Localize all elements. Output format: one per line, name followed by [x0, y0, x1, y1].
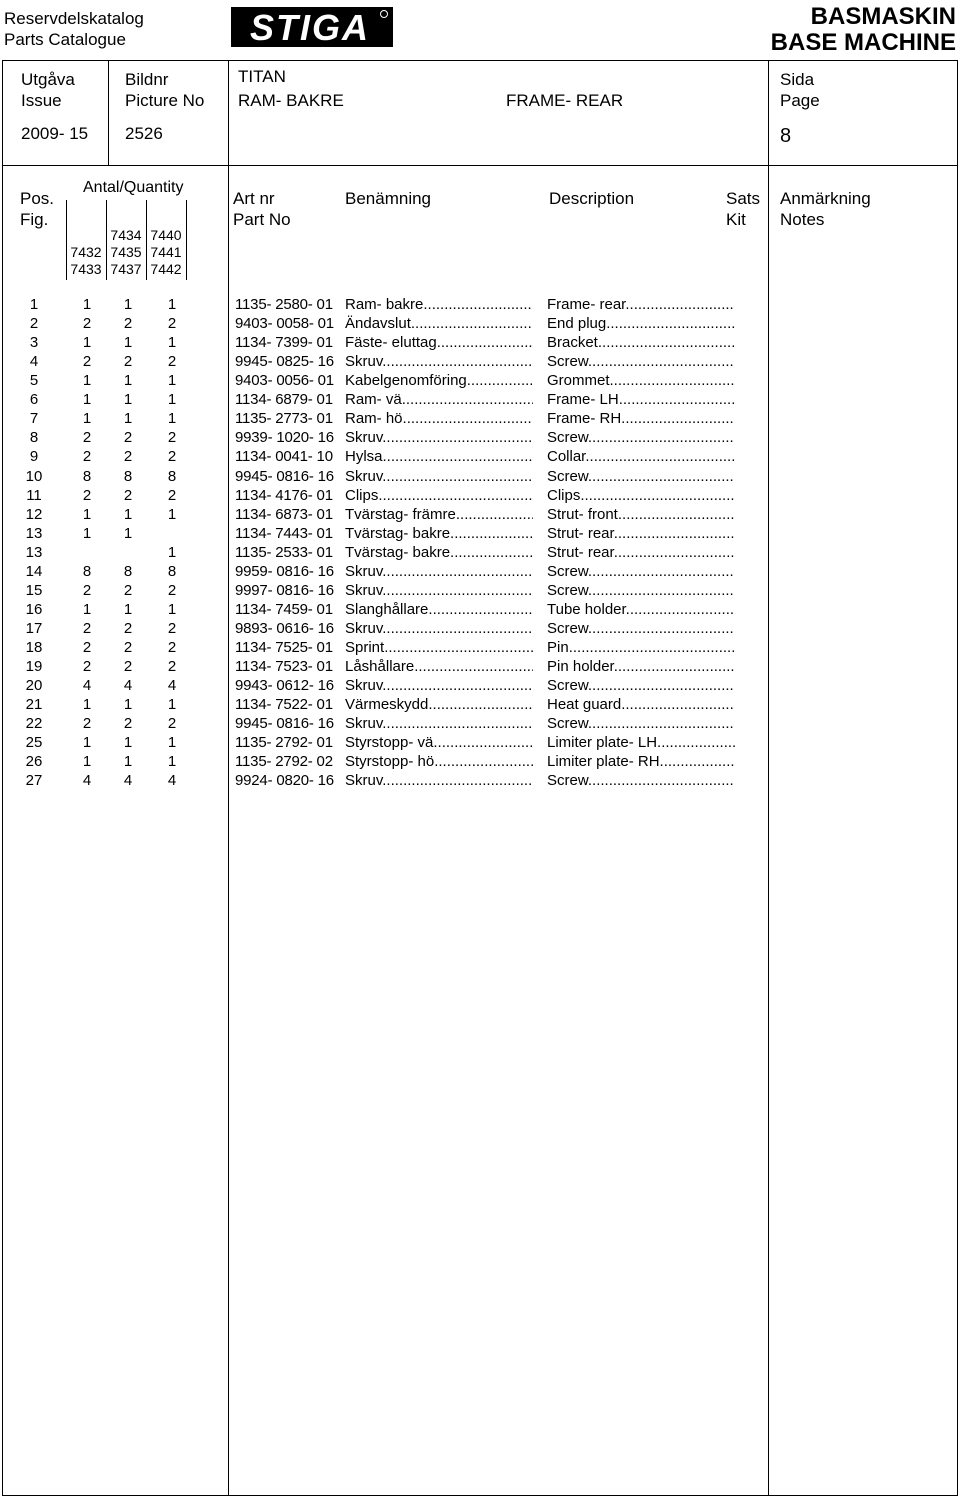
- table-row: [0, 638, 960, 657]
- name-sv-cell-text: Tvärstag- bakre: [345, 543, 451, 561]
- name-sv-cell-text: Skruv: [345, 772, 383, 790]
- pos-cell: 22: [25, 715, 43, 733]
- name-sv-cell: [345, 314, 533, 333]
- pos-cell: 10: [25, 467, 43, 485]
- name-sv-cell: [345, 771, 533, 790]
- page-label-en: Page: [780, 91, 820, 110]
- name-en-cell-text: Grommet: [547, 372, 610, 390]
- part-number-cell: 9945- 0825- 16: [235, 353, 334, 371]
- name-en-cell: [547, 600, 735, 619]
- name-sv-cell: [345, 486, 533, 505]
- qty-cell-b: 2: [123, 638, 133, 656]
- name-en-cell-text: Tube holder: [547, 600, 626, 618]
- qty-cell-b: 2: [123, 429, 133, 447]
- name-en-cell: [547, 428, 735, 447]
- qty-cell-b: 1: [123, 334, 133, 352]
- header-divider-1: [108, 60, 109, 165]
- brand-text: STIGA: [249, 7, 371, 47]
- qty-cell-a: 1: [82, 334, 92, 352]
- table-row: [0, 505, 960, 524]
- part-number-cell: 9893- 0616- 16: [235, 619, 334, 637]
- col-pos-sv: Pos.: [20, 189, 55, 208]
- pos-cell: 16: [25, 600, 43, 618]
- qty-cell-b: 1: [123, 696, 133, 713]
- name-en-cell: [547, 676, 735, 695]
- table-row: [0, 295, 960, 314]
- pos-cell: 13: [25, 543, 43, 561]
- col-art-en: Part No: [233, 210, 291, 229]
- name-sv-cell-text: Hylsa: [345, 448, 383, 466]
- name-sv-cell: [345, 467, 533, 486]
- name-sv-cell-text: Skruv: [345, 715, 383, 733]
- qty-model-b-3: 7437: [110, 261, 142, 277]
- qty-cell-c: 2: [167, 353, 177, 371]
- name-sv-cell-text: Styrstopp- vä: [345, 734, 434, 752]
- part-number-cell: 1134- 6879- 01: [235, 391, 333, 409]
- part-number-cell: 1134- 4176- 01: [235, 486, 333, 504]
- name-en-cell: [547, 314, 735, 333]
- table-row: [0, 524, 960, 543]
- name-sv-cell: [345, 505, 533, 524]
- name-en-cell: [547, 714, 735, 733]
- name-en-cell-text: Screw: [547, 353, 588, 371]
- qty-cell-b: 1: [123, 753, 133, 771]
- name-en-cell: [547, 752, 735, 771]
- qty-cell-b: 2: [123, 353, 133, 371]
- name-en-cell-text: Screw: [547, 429, 588, 447]
- pos-cell: 26: [25, 753, 43, 771]
- qty-model-a-2: 7433: [70, 261, 102, 277]
- col-art-sv: Art nr: [233, 189, 275, 208]
- part-number-cell: 1135- 2792- 01: [235, 734, 333, 752]
- qty-cell-a: 2: [82, 658, 92, 675]
- part-number-cell: 1134- 7525- 01: [235, 638, 333, 656]
- pos-cell: 14: [25, 562, 43, 580]
- table-row: [0, 562, 960, 581]
- pos-cell: 15: [25, 581, 43, 599]
- part-number-cell: 1135- 2792- 02: [235, 753, 333, 771]
- name-sv-cell: [345, 695, 533, 714]
- qty-cell-a: 2: [82, 429, 92, 447]
- name-en-cell: [547, 352, 735, 371]
- qty-cell-a: 1: [82, 696, 92, 713]
- table-row: [0, 733, 960, 752]
- qty-cell-b: 8: [123, 467, 133, 485]
- table-row: [0, 695, 960, 714]
- name-en-cell-text: Collar: [547, 448, 586, 466]
- pos-cell: 25: [25, 734, 43, 752]
- name-en-cell-text: Screw: [547, 772, 588, 790]
- name-en-cell-text: Frame- LH: [547, 391, 619, 409]
- name-sv-cell-text: Tvärstag- främre: [345, 505, 456, 523]
- qty-cell-c: 2: [167, 315, 177, 333]
- name-sv-cell: [345, 619, 533, 638]
- name-sv-cell-text: Skruv: [345, 429, 383, 447]
- part-number-cell: 1134- 7522- 01: [235, 696, 333, 713]
- qty-cell-c: 1: [167, 391, 177, 409]
- name-sv-cell-text: Skruv: [345, 562, 383, 580]
- page-label-sv: Sida: [780, 70, 815, 89]
- machine-title-en: BASE MACHINE: [770, 29, 956, 56]
- name-en-cell: [547, 581, 735, 600]
- issue-value: 2009- 15: [21, 124, 89, 143]
- name-en-cell-text: Screw: [547, 581, 588, 599]
- name-sv-cell-text: Slanghållare: [345, 600, 429, 618]
- part-number-cell: 1134- 6873- 01: [235, 505, 333, 523]
- qty-cell-c: 2: [167, 619, 177, 637]
- picture-value: 2526: [125, 124, 163, 143]
- qty-cell-a: 4: [82, 772, 92, 790]
- qty-cell-b: 1: [123, 372, 133, 390]
- pos-cell: 8: [29, 429, 39, 447]
- qty-model-b-1: 7434: [110, 227, 142, 243]
- name-en-cell-text: Screw: [547, 562, 588, 580]
- pos-cell: 1: [29, 296, 39, 313]
- table-row: [0, 619, 960, 638]
- name-sv-cell-text: Kabelgenomföring: [345, 372, 467, 390]
- table-row: [0, 371, 960, 390]
- part-number-cell: 9939- 1020- 16: [235, 429, 334, 447]
- qty-cell-c: 1: [167, 410, 177, 428]
- name-en-cell-text: Strut- rear: [547, 543, 614, 561]
- qty-cell-c: 1: [167, 543, 177, 561]
- qty-cell-a: 8: [82, 467, 92, 485]
- name-en-cell: [547, 371, 735, 390]
- qty-cell-a: 2: [82, 353, 92, 371]
- name-sv-cell: [345, 714, 533, 733]
- name-sv-cell-text: Skruv: [345, 677, 383, 694]
- qty-cell-c: 2: [167, 581, 177, 599]
- name-sv-cell: [345, 733, 533, 752]
- name-en-cell: [547, 543, 735, 562]
- name-en-cell: [547, 409, 735, 428]
- name-sv-cell: [345, 581, 533, 600]
- qty-cell-b: 1: [123, 410, 133, 428]
- qty-cell-b: 1: [123, 600, 133, 618]
- qty-cell-b: 2: [123, 619, 133, 637]
- table-row: [0, 409, 960, 428]
- part-number-cell: 1135- 2773- 01: [235, 410, 333, 428]
- qty-cell-b: 4: [123, 677, 133, 694]
- pos-cell: 7: [29, 410, 39, 428]
- qty-cell-a: 8: [82, 562, 92, 580]
- qty-model-a-1: 7432: [70, 244, 102, 260]
- table-row: [0, 390, 960, 409]
- name-sv-cell-text: Ändavslut: [345, 315, 411, 333]
- qty-cell-a: 2: [82, 315, 92, 333]
- name-sv-cell: [345, 295, 533, 314]
- name-en-cell-text: Pin holder: [547, 658, 614, 675]
- catalog-title-en: Parts Catalogue: [4, 30, 126, 49]
- header-top-rule: [2, 60, 958, 61]
- col-name-sv: Benämning: [345, 189, 432, 208]
- name-en-cell-text: Clips: [547, 486, 581, 504]
- pos-cell: 21: [25, 696, 43, 713]
- part-number-cell: 1135- 2533- 01: [235, 543, 333, 561]
- name-sv-cell: [345, 752, 533, 771]
- qty-cell-b: 2: [123, 486, 133, 504]
- qty-model-b-2: 7435: [110, 244, 142, 260]
- name-sv-cell: [345, 447, 533, 466]
- name-sv-cell: [345, 562, 533, 581]
- pos-cell: 5: [29, 372, 39, 390]
- part-number-cell: 9943- 0612- 16: [235, 677, 334, 694]
- pos-cell: 12: [25, 505, 43, 523]
- pos-cell: 18: [25, 638, 43, 656]
- qty-cell-c: 8: [167, 467, 177, 485]
- table-row: [0, 752, 960, 771]
- qty-cell-a: 1: [82, 524, 92, 542]
- pos-cell: 9: [29, 448, 39, 466]
- name-en-cell-text: Pin: [547, 638, 569, 656]
- name-sv-cell-text: Värmeskydd: [345, 696, 429, 713]
- name-sv-cell-text: Clips: [345, 486, 379, 504]
- issue-label-en: Issue: [21, 91, 62, 110]
- name-sv-cell: [345, 333, 533, 352]
- name-sv-cell-text: Skruv: [345, 619, 383, 637]
- col-notes-sv: Anmärkning: [780, 189, 871, 208]
- name-en-cell-text: Screw: [547, 467, 588, 485]
- part-number-cell: 9945- 0816- 16: [235, 467, 334, 485]
- name-en-cell: [547, 505, 735, 524]
- table-row: [0, 352, 960, 371]
- part-number-cell: 9924- 0820- 16: [235, 772, 334, 790]
- table-row: [0, 771, 960, 790]
- name-sv-cell-text: Styrstopp- hö: [345, 753, 435, 771]
- qty-cell-c: 2: [167, 448, 177, 466]
- name-sv-cell: [345, 352, 533, 371]
- name-en-cell: [547, 695, 735, 714]
- name-sv-cell: [345, 600, 533, 619]
- pos-cell: 11: [26, 486, 42, 504]
- table-row: [0, 486, 960, 505]
- part-number-cell: 9997- 0816- 16: [235, 581, 334, 599]
- qty-model-c-2: 7441: [150, 244, 182, 260]
- qty-cell-b: 4: [123, 772, 133, 790]
- name-sv-cell-text: Fäste- eluttag: [345, 334, 437, 352]
- qty-cell-b: 1: [123, 524, 133, 542]
- name-en-cell: [547, 295, 735, 314]
- qty-cell-c: 2: [167, 429, 177, 447]
- qty-divider-4: [186, 200, 187, 280]
- qty-cell-a: 2: [82, 715, 92, 733]
- name-en-cell: [547, 657, 735, 676]
- qty-cell-c: 1: [167, 334, 177, 352]
- name-en-cell: [547, 390, 735, 409]
- pos-cell: 2: [29, 315, 39, 333]
- pos-cell: 6: [29, 391, 39, 409]
- name-sv-cell: [345, 371, 533, 390]
- part-number-cell: 1135- 2580- 01: [235, 296, 333, 313]
- part-number-cell: 1134- 7399- 01: [235, 334, 333, 352]
- name-en-cell: [547, 486, 735, 505]
- table-row: [0, 676, 960, 695]
- name-en-cell: [547, 638, 735, 657]
- name-en-cell-text: Limiter plate- RH: [547, 753, 660, 771]
- part-number-cell: 1134- 7443- 01: [235, 524, 333, 542]
- qty-cell-a: 1: [82, 372, 92, 390]
- col-qty: Antal/Quantity: [83, 179, 184, 196]
- name-en-cell: [547, 562, 735, 581]
- qty-cell-c: 4: [167, 772, 177, 790]
- part-number-cell: 9403- 0056- 01: [235, 372, 334, 390]
- part-number-cell: 9945- 0816- 16: [235, 715, 334, 733]
- name-en-cell: [547, 333, 735, 352]
- name-sv-cell-text: Sprint: [345, 638, 385, 656]
- qty-cell-b: 2: [123, 315, 133, 333]
- section-name-en: FRAME- REAR: [506, 91, 624, 110]
- qty-cell-b: 2: [123, 448, 133, 466]
- qty-cell-b: 1: [123, 296, 133, 313]
- col-pos-en: Fig.: [20, 210, 49, 229]
- name-en-cell-text: Strut- rear: [547, 524, 614, 542]
- name-sv-cell-text: Skruv: [345, 581, 383, 599]
- name-en-cell: [547, 524, 735, 543]
- table-row: [0, 467, 960, 486]
- name-en-cell-text: Screw: [547, 619, 588, 637]
- name-sv-cell: [345, 543, 533, 562]
- part-number-cell: 1134- 0041- 10: [235, 448, 333, 466]
- qty-model-c-3: 7442: [150, 261, 182, 277]
- name-sv-cell: [345, 428, 533, 447]
- qty-cell-c: 2: [167, 638, 177, 656]
- qty-cell-b: 1: [123, 505, 133, 523]
- name-en-cell-text: Screw: [547, 677, 588, 694]
- name-en-cell-text: Screw: [547, 715, 588, 733]
- qty-cell-a: 1: [82, 600, 92, 618]
- name-en-cell: [547, 733, 735, 752]
- name-en-cell-text: End plug: [547, 315, 607, 333]
- qty-cell-c: 1: [167, 505, 177, 523]
- name-en-cell: [547, 467, 735, 486]
- qty-cell-c: 1: [167, 696, 177, 713]
- qty-cell-c: 1: [167, 296, 177, 313]
- qty-cell-a: 2: [82, 638, 92, 656]
- table-row: [0, 333, 960, 352]
- qty-cell-b: 8: [123, 562, 133, 580]
- name-en-cell: [547, 619, 735, 638]
- name-en-cell-text: Frame- RH: [547, 410, 622, 428]
- pos-cell: 20: [25, 677, 43, 694]
- qty-cell-a: 2: [82, 486, 92, 504]
- table-row: [0, 657, 960, 676]
- qty-cell-c: 4: [167, 677, 177, 694]
- qty-cell-a: 1: [82, 410, 92, 428]
- pos-cell: 19: [25, 658, 43, 675]
- part-number-cell: 9959- 0816- 16: [235, 562, 334, 580]
- model-name: TITAN: [238, 67, 286, 86]
- name-en-cell-text: Limiter plate- LH: [547, 734, 658, 752]
- qty-cell-a: 1: [82, 753, 92, 771]
- name-sv-cell: [345, 524, 533, 543]
- machine-title-sv: BASMASKIN: [810, 3, 956, 30]
- qty-cell-a: 2: [82, 581, 92, 599]
- qty-cell-c: 2: [167, 486, 177, 504]
- name-en-cell: [547, 447, 735, 466]
- name-sv-cell: [345, 676, 533, 695]
- name-sv-cell-text: Ram- bakre: [345, 296, 424, 313]
- picture-label-sv: Bildnr: [125, 70, 169, 89]
- qty-cell-b: 2: [123, 715, 133, 733]
- table-row: [0, 581, 960, 600]
- name-en-cell: [547, 771, 735, 790]
- qty-cell-c: 2: [167, 658, 177, 675]
- name-sv-cell-text: Tvärstag- bakre: [345, 524, 451, 542]
- section-name-sv: RAM- BAKRE: [238, 91, 344, 110]
- name-en-cell-text: Strut- front: [547, 505, 618, 523]
- qty-cell-c: 1: [167, 734, 177, 752]
- qty-cell-a: 4: [82, 677, 92, 694]
- pos-cell: 13: [25, 524, 43, 542]
- qty-cell-c: 1: [167, 372, 177, 390]
- qty-cell-b: 1: [123, 734, 133, 752]
- col-name-en: Description: [549, 189, 635, 208]
- part-number-cell: 9403- 0058- 01: [235, 315, 334, 333]
- name-en-cell-text: Frame- rear: [547, 296, 626, 313]
- name-en-cell-text: Heat guard: [547, 696, 622, 713]
- name-sv-cell: [345, 390, 533, 409]
- name-sv-cell-text: Skruv: [345, 467, 383, 485]
- table-row: [0, 314, 960, 333]
- col-kit-sv: Sats: [726, 189, 761, 208]
- name-sv-cell: [345, 657, 533, 676]
- qty-cell-c: 1: [167, 753, 177, 771]
- col-notes-en: Notes: [780, 210, 825, 229]
- qty-cell-a: 1: [82, 296, 92, 313]
- qty-cell-a: 1: [82, 734, 92, 752]
- table-row: [0, 428, 960, 447]
- qty-cell-b: 2: [123, 658, 133, 675]
- qty-cell-a: 2: [82, 448, 92, 466]
- qty-cell-a: 1: [82, 505, 92, 523]
- table-row: [0, 543, 960, 562]
- name-sv-cell-text: Låshållare: [345, 658, 415, 675]
- table-row: [0, 714, 960, 733]
- qty-cell-c: 8: [167, 562, 177, 580]
- issue-label-sv: Utgåva: [21, 70, 75, 89]
- qty-cell-a: 2: [82, 619, 92, 637]
- frame-bottom: [2, 1495, 958, 1496]
- name-en-cell-text: Bracket: [547, 334, 598, 352]
- pos-cell: 4: [29, 353, 39, 371]
- header-bottom-rule: [2, 165, 958, 166]
- col-kit-en: Kit: [726, 210, 746, 229]
- pos-cell: 17: [25, 619, 43, 637]
- pos-cell: 27: [25, 772, 43, 790]
- name-sv-cell-text: Ram- vä: [345, 391, 402, 409]
- qty-cell-c: 2: [167, 715, 177, 733]
- part-number-cell: 1134- 7459- 01: [235, 600, 333, 618]
- page-value: 8: [780, 125, 792, 147]
- qty-cell-b: 1: [123, 391, 133, 409]
- name-sv-cell-text: Skruv: [345, 353, 383, 371]
- part-number-cell: 1134- 7523- 01: [235, 658, 333, 675]
- pos-cell: 3: [29, 334, 39, 352]
- name-sv-cell: [345, 409, 533, 428]
- table-row: [0, 447, 960, 466]
- stiga-logo: [231, 7, 393, 47]
- picture-label-en: Picture No: [125, 91, 205, 110]
- qty-cell-a: 1: [82, 391, 92, 409]
- table-row: [0, 600, 960, 619]
- name-sv-cell: [345, 638, 533, 657]
- catalog-title-sv: Reservdelskatalog: [4, 9, 144, 28]
- name-sv-cell-text: Ram- hö: [345, 410, 403, 428]
- qty-cell-b: 2: [123, 581, 133, 599]
- qty-model-c-1: 7440: [150, 227, 182, 243]
- qty-cell-c: 1: [167, 600, 177, 618]
